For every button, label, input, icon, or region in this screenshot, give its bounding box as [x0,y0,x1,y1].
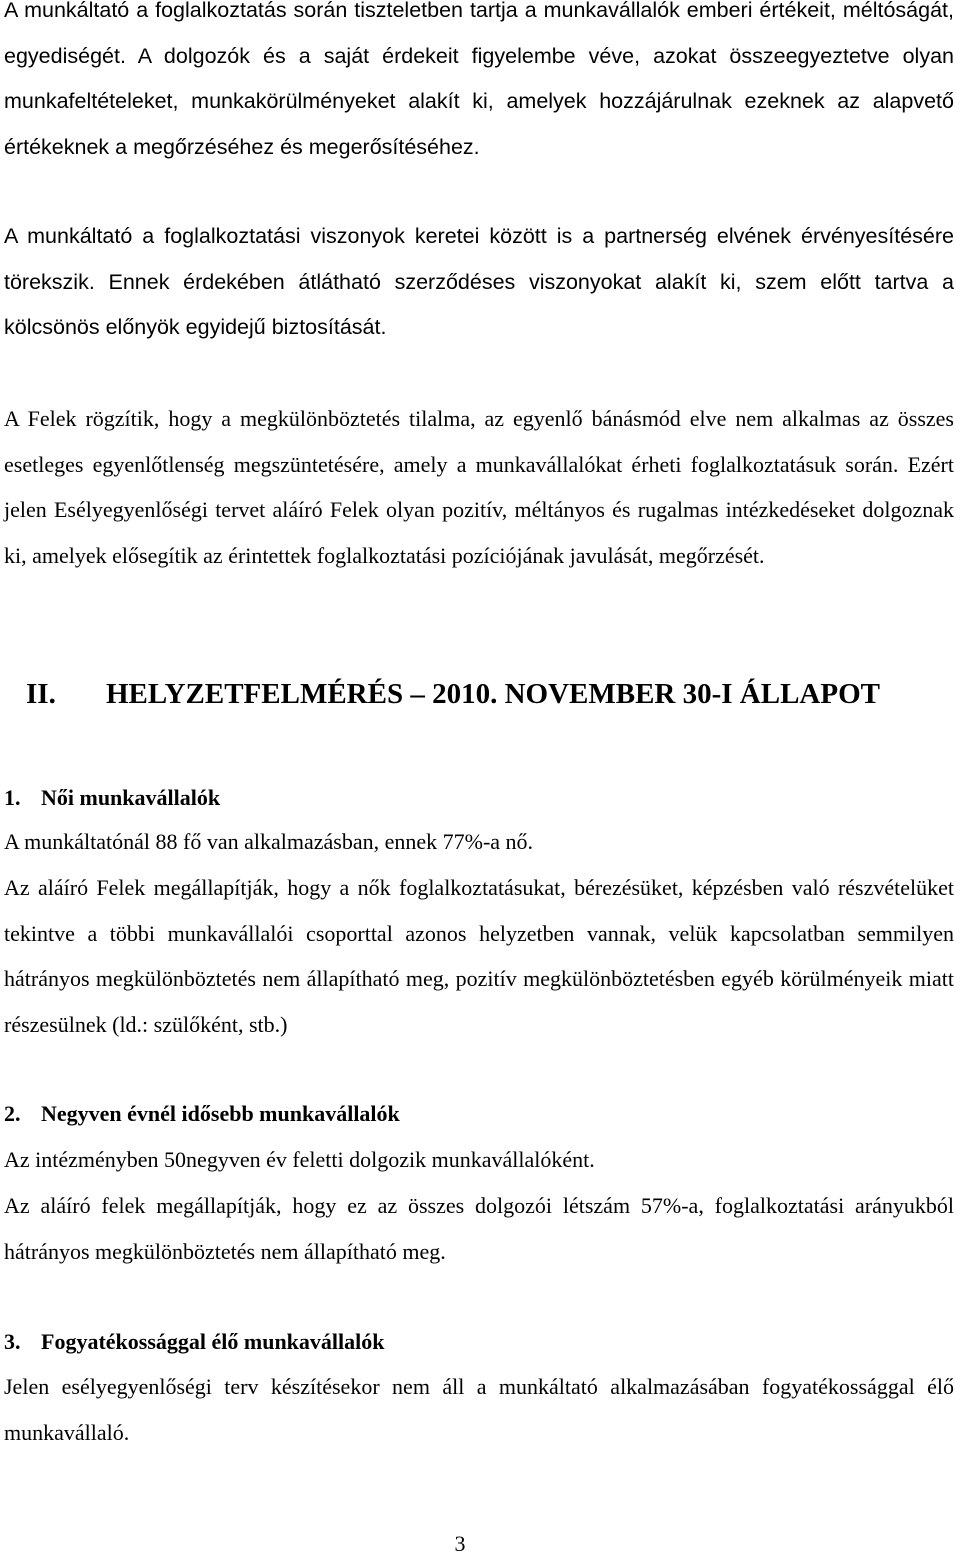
subsection-3-number: 3. [4,1329,21,1354]
section-title: HELYZETFELMÉRÉS – 2010. NOVEMBER 30-I ÁLLAPOT [106,678,880,710]
subsection-1-heading [4,783,904,813]
subsection-2-title: Negyven évnél idősebb munkavállalók [41,1101,400,1126]
section-number: II. [26,678,56,710]
subsection-1-title: Női munkavállalók [41,785,221,810]
intro-paragraph-2: A munkáltató a foglalkoztatási viszonyok keretei között is a partnerség elvének érvényesítésére törekszik. Ennek érdekében átlátható szerződéses viszonyokat alakít ki, szem előtt tartva a kölcsönös előnyök egyidejű biztosítását. [4,224,954,340]
subsection-2-number: 2. [4,1101,21,1126]
intro-paragraph-1: A munkáltató a foglalkoztatás során tiszteletben tartja a munkavállalók emberi értékeit, méltóságát, egyediségét. A dolgozók és a saját érdekeit figyelembe véve, azokat összeegyeztetve olyan munkafeltételeket, munkakörülményeket alakít ki, amelyek hozzájárulnak ezeknek az alapvető értékeknek a megőrzéséhez és megerősítéséhez. [4,0,954,160]
subsection-3-title: Fogyatékossággal élő munkavállalók [41,1329,385,1354]
subsection-1-number: 1. [4,785,21,810]
section-heading [26,670,946,718]
subsection-1-line-1: A munkáltatónál 88 fő van alkalmazásban, ennek 77%-a nő. [4,829,534,854]
subsection-1-paragraph: Az aláíró Felek megállapítják, hogy a nők foglalkoztatásukat, bérezésüket, képzésben való részvételüket tekintve a többi munkavállalói csoporttal azonos helyzetben vannak, velük kapcsolatban semmilyen hátrányos megkülönböztetés nem állapítható meg, pozitív megkülönböztetésben egyéb körülményeik miatt részesülnek (ld.: szülőként, stb.) [4,875,954,1038]
subsection-3-heading [4,1327,904,1357]
subsection-2-line-1: Az intézményben 50negyven év feletti dolgozik munkavállalóként. [4,1147,595,1172]
subsection-3-paragraph: Jelen esélyegyenlőségi terv készítésekor nem áll a munkáltató alkalmazásában fogyatékossággal élő munkavállaló. [4,1374,954,1445]
subsection-2-heading [4,1099,904,1129]
intro-paragraph-3: A Felek rögzítik, hogy a megkülönböztetés tilalma, az egyenlő bánásmód elve nem alkalmas az összes esetleges egyenlőtlenség megszüntetésére, amely a munkavállalókat érheti foglalkoztatásuk során. Ezért jelen Esélyegyenlőségi tervet aláíró Felek olyan pozitív, méltányos és rugalmas intézkedéseket dolgoznak ki, amelyek elősegítik az érintettek foglalkoztatási pozíciójának javulását, megőrzését. [4,406,954,569]
subsection-2-paragraph: Az aláíró felek megállapítják, hogy ez az összes dolgozói létszám 57%-a, foglalkoztatási arányukból hátrányos megkülönböztetés nem állapítható meg. [4,1193,954,1264]
page-number: 3 [454,1531,466,1556]
